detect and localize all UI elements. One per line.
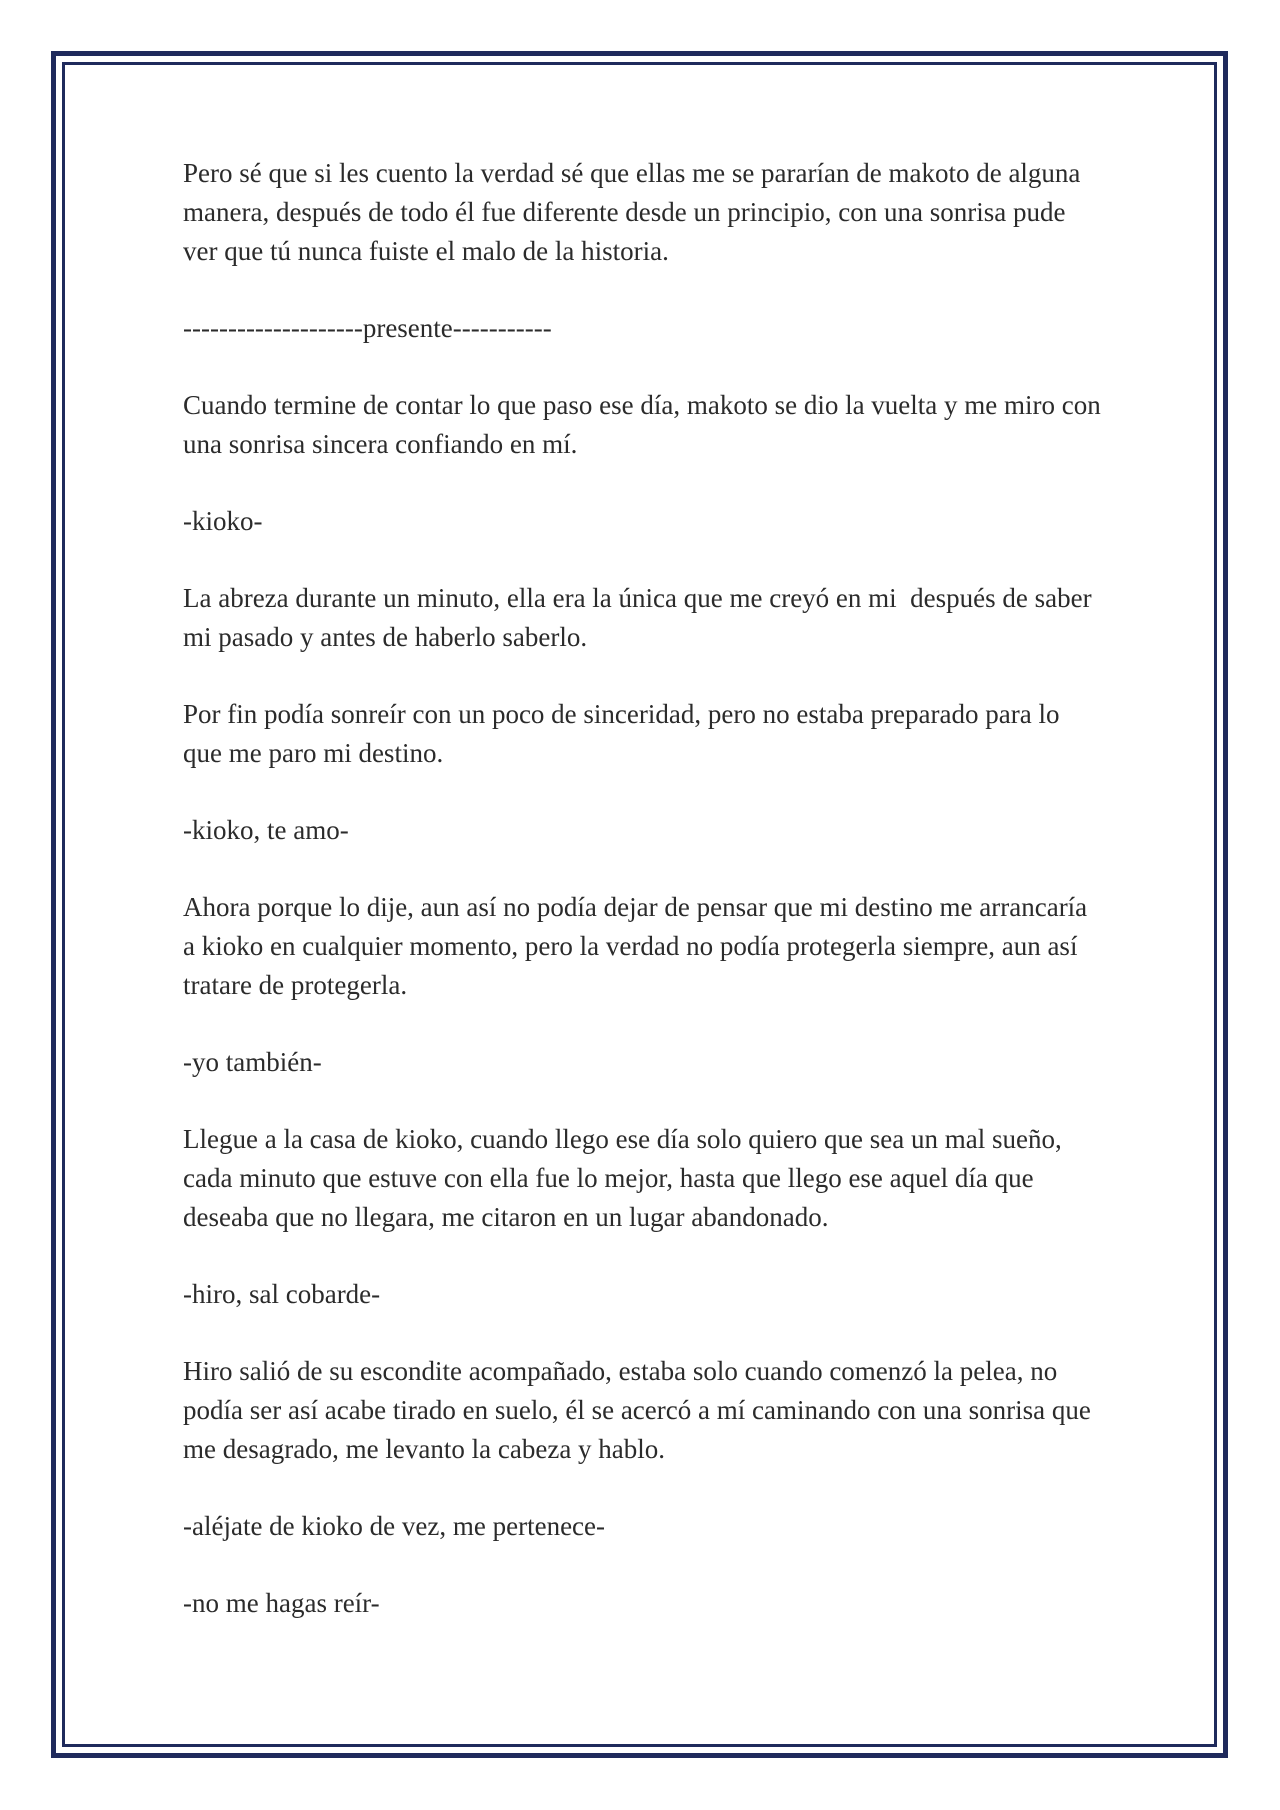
paragraph-4: Por fin podía sonreír con un poco de sinceridad, pero no estaba preparado para lo que me paro mi destino.	[183, 699, 1067, 768]
dialogue-line-4: -hiro, sal cobarde-	[183, 1279, 381, 1309]
dialogue-line-1: -kioko-	[183, 506, 263, 536]
scene-separator: --------------------presente-----------	[183, 313, 552, 343]
document-body	[183, 154, 1108, 1661]
dialogue-line-2: -kioko, te amo-	[183, 815, 349, 845]
paragraph-1: Pero sé que si les cuento la verdad sé que ellas me se pararían de makoto de alguna manera, después de todo él fue diferente desde un principio, con una sonrisa pude ver que tú nunca fuiste el malo de la historia.	[183, 158, 1088, 266]
paragraph-3: La abreza durante un minuto, ella era la única que me creyó en mi después de saber mi pasado y antes de haberlo saberlo.	[183, 583, 1099, 652]
dialogue-line-6: -no me hagas reír-	[183, 1588, 380, 1618]
paragraph-5: Ahora porque lo dije, aun así no podía dejar de pensar que mi destino me arrancaría a kioko en cualquier momento, pero la verdad no podía protegerla siempre, aun así tratare de protegerla.	[183, 892, 1094, 1000]
paragraph-6: Llegue a la casa de kioko, cuando llego ese día solo quiero que sea un mal sueño, cada minuto que estuve con ella fue lo mejor, hasta que llego ese aquel día que deseaba que no llegara, me citaron en un lugar abandonado.	[183, 1124, 1069, 1232]
paragraph-7: Hiro salió de su escondite acompañado, estaba solo cuando comenzó la pelea, no podía ser así acabe tirado en suelo, él se acercó a mí caminando con una sonrisa que me desagrado, me levanto la cabeza y hablo.	[183, 1356, 1098, 1464]
dialogue-line-3: -yo también-	[183, 1047, 322, 1077]
dialogue-line-5: -aléjate de kioko de vez, me pertenece-	[183, 1511, 606, 1541]
paragraph-2: Cuando termine de contar lo que paso ese día, makoto se dio la vuelta y me miro con una sonrisa sincera confiando en mí.	[183, 390, 1108, 459]
